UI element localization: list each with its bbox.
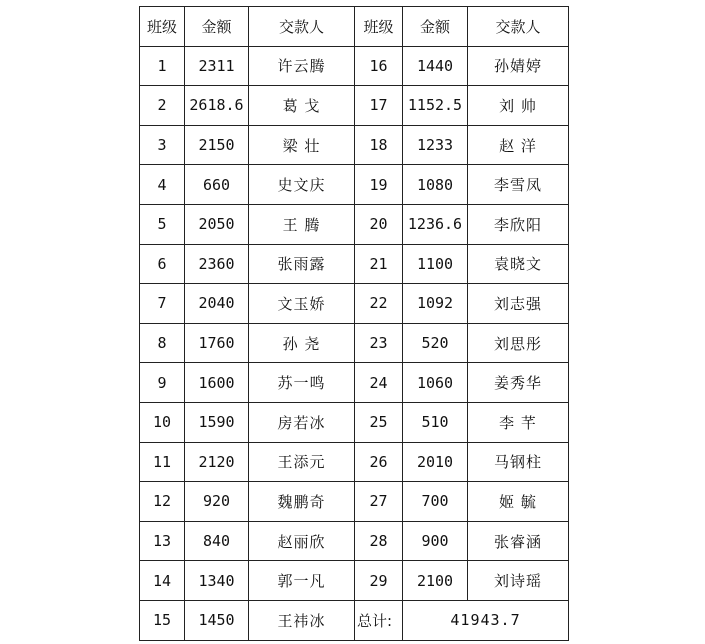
amount-cell: 660 <box>185 165 249 205</box>
payer-cell: 李雪凤 <box>468 165 569 205</box>
amount-cell: 2010 <box>403 442 468 482</box>
payer-cell: 张雨露 <box>249 244 355 284</box>
total-row <box>140 600 569 640</box>
payer-cell: 刘诗瑶 <box>468 561 569 601</box>
payer-cell: 房若冰 <box>249 402 355 442</box>
class-cell: 11 <box>140 442 185 482</box>
amount-cell: 2100 <box>403 561 468 601</box>
class-cell: 6 <box>140 244 185 284</box>
amount-cell: 2120 <box>185 442 249 482</box>
amount-cell: 2050 <box>185 204 249 244</box>
amount-cell: 1450 <box>185 600 249 640</box>
table-row <box>140 323 569 363</box>
class-cell: 8 <box>140 323 185 363</box>
table-row <box>140 165 569 205</box>
payer-cell: 葛 戈 <box>249 86 355 126</box>
table-row <box>140 561 569 601</box>
amount-cell: 1060 <box>403 363 468 403</box>
amount-cell: 2618.6 <box>185 86 249 126</box>
payer-cell: 王添元 <box>249 442 355 482</box>
payer-cell: 李 芊 <box>468 402 569 442</box>
amount-cell: 1236.6 <box>403 204 468 244</box>
table-row <box>140 284 569 324</box>
header-row <box>140 7 569 47</box>
class-cell: 13 <box>140 521 185 561</box>
class-cell: 9 <box>140 363 185 403</box>
class-cell: 18 <box>355 125 403 165</box>
class-cell: 12 <box>140 482 185 522</box>
payer-cell: 文玉娇 <box>249 284 355 324</box>
class-cell: 25 <box>355 402 403 442</box>
class-cell: 26 <box>355 442 403 482</box>
header-amount: 金额 <box>185 7 249 47</box>
class-cell: 23 <box>355 323 403 363</box>
payer-cell: 刘 帅 <box>468 86 569 126</box>
header-class-2: 班级 <box>355 7 403 47</box>
class-cell: 27 <box>355 482 403 522</box>
amount-cell: 1760 <box>185 323 249 363</box>
header-class: 班级 <box>140 7 185 47</box>
payer-cell: 马钢柱 <box>468 442 569 482</box>
amount-cell: 1233 <box>403 125 468 165</box>
payer-cell: 史文庆 <box>249 165 355 205</box>
class-cell: 2 <box>140 86 185 126</box>
amount-cell: 520 <box>403 323 468 363</box>
class-cell: 5 <box>140 204 185 244</box>
amount-cell: 2360 <box>185 244 249 284</box>
payer-cell: 姜秀华 <box>468 363 569 403</box>
amount-cell: 1590 <box>185 402 249 442</box>
amount-cell: 1152.5 <box>403 86 468 126</box>
class-cell: 4 <box>140 165 185 205</box>
payer-cell: 梁 壮 <box>249 125 355 165</box>
payer-cell: 郭一凡 <box>249 561 355 601</box>
table-row <box>140 402 569 442</box>
payer-cell: 刘志强 <box>468 284 569 324</box>
class-cell: 7 <box>140 284 185 324</box>
class-cell: 24 <box>355 363 403 403</box>
donation-table <box>139 6 569 641</box>
amount-cell: 700 <box>403 482 468 522</box>
amount-cell: 2311 <box>185 46 249 86</box>
class-cell: 28 <box>355 521 403 561</box>
class-cell: 3 <box>140 125 185 165</box>
table-row <box>140 442 569 482</box>
table-row <box>140 46 569 86</box>
amount-cell: 2150 <box>185 125 249 165</box>
payer-cell: 姬 毓 <box>468 482 569 522</box>
table-body <box>140 46 569 640</box>
payer-cell: 苏一鸣 <box>249 363 355 403</box>
table-row <box>140 86 569 126</box>
class-cell: 29 <box>355 561 403 601</box>
payer-cell: 张睿涵 <box>468 521 569 561</box>
amount-cell: 920 <box>185 482 249 522</box>
table-row <box>140 521 569 561</box>
amount-cell: 510 <box>403 402 468 442</box>
payer-cell: 赵 洋 <box>468 125 569 165</box>
table-row <box>140 482 569 522</box>
payer-cell: 许云腾 <box>249 46 355 86</box>
table-row <box>140 204 569 244</box>
class-cell: 19 <box>355 165 403 205</box>
table-row <box>140 363 569 403</box>
amount-cell: 1600 <box>185 363 249 403</box>
amount-cell: 1100 <box>403 244 468 284</box>
payer-cell: 袁晓文 <box>468 244 569 284</box>
amount-cell: 2040 <box>185 284 249 324</box>
class-cell: 15 <box>140 600 185 640</box>
payer-cell: 魏鹏奇 <box>249 482 355 522</box>
payer-cell: 赵丽欣 <box>249 521 355 561</box>
class-cell: 17 <box>355 86 403 126</box>
header-payer: 交款人 <box>249 7 355 47</box>
amount-cell: 1440 <box>403 46 468 86</box>
class-cell: 10 <box>140 402 185 442</box>
payer-cell: 李欣阳 <box>468 204 569 244</box>
table-row <box>140 125 569 165</box>
class-cell: 14 <box>140 561 185 601</box>
amount-cell: 900 <box>403 521 468 561</box>
total-label: 总计: <box>355 600 403 640</box>
class-cell: 16 <box>355 46 403 86</box>
header-amount-2: 金额 <box>403 7 468 47</box>
class-cell: 20 <box>355 204 403 244</box>
class-cell: 22 <box>355 284 403 324</box>
table-row <box>140 244 569 284</box>
payer-cell: 孙 尧 <box>249 323 355 363</box>
payer-cell: 刘思彤 <box>468 323 569 363</box>
amount-cell: 1080 <box>403 165 468 205</box>
payer-cell: 王 腾 <box>249 204 355 244</box>
header-payer-2: 交款人 <box>468 7 569 47</box>
class-cell: 21 <box>355 244 403 284</box>
amount-cell: 1340 <box>185 561 249 601</box>
total-value: 41943.7 <box>403 600 569 640</box>
payer-cell: 王祎冰 <box>249 600 355 640</box>
class-cell: 1 <box>140 46 185 86</box>
payer-cell: 孙婧婷 <box>468 46 569 86</box>
amount-cell: 840 <box>185 521 249 561</box>
amount-cell: 1092 <box>403 284 468 324</box>
